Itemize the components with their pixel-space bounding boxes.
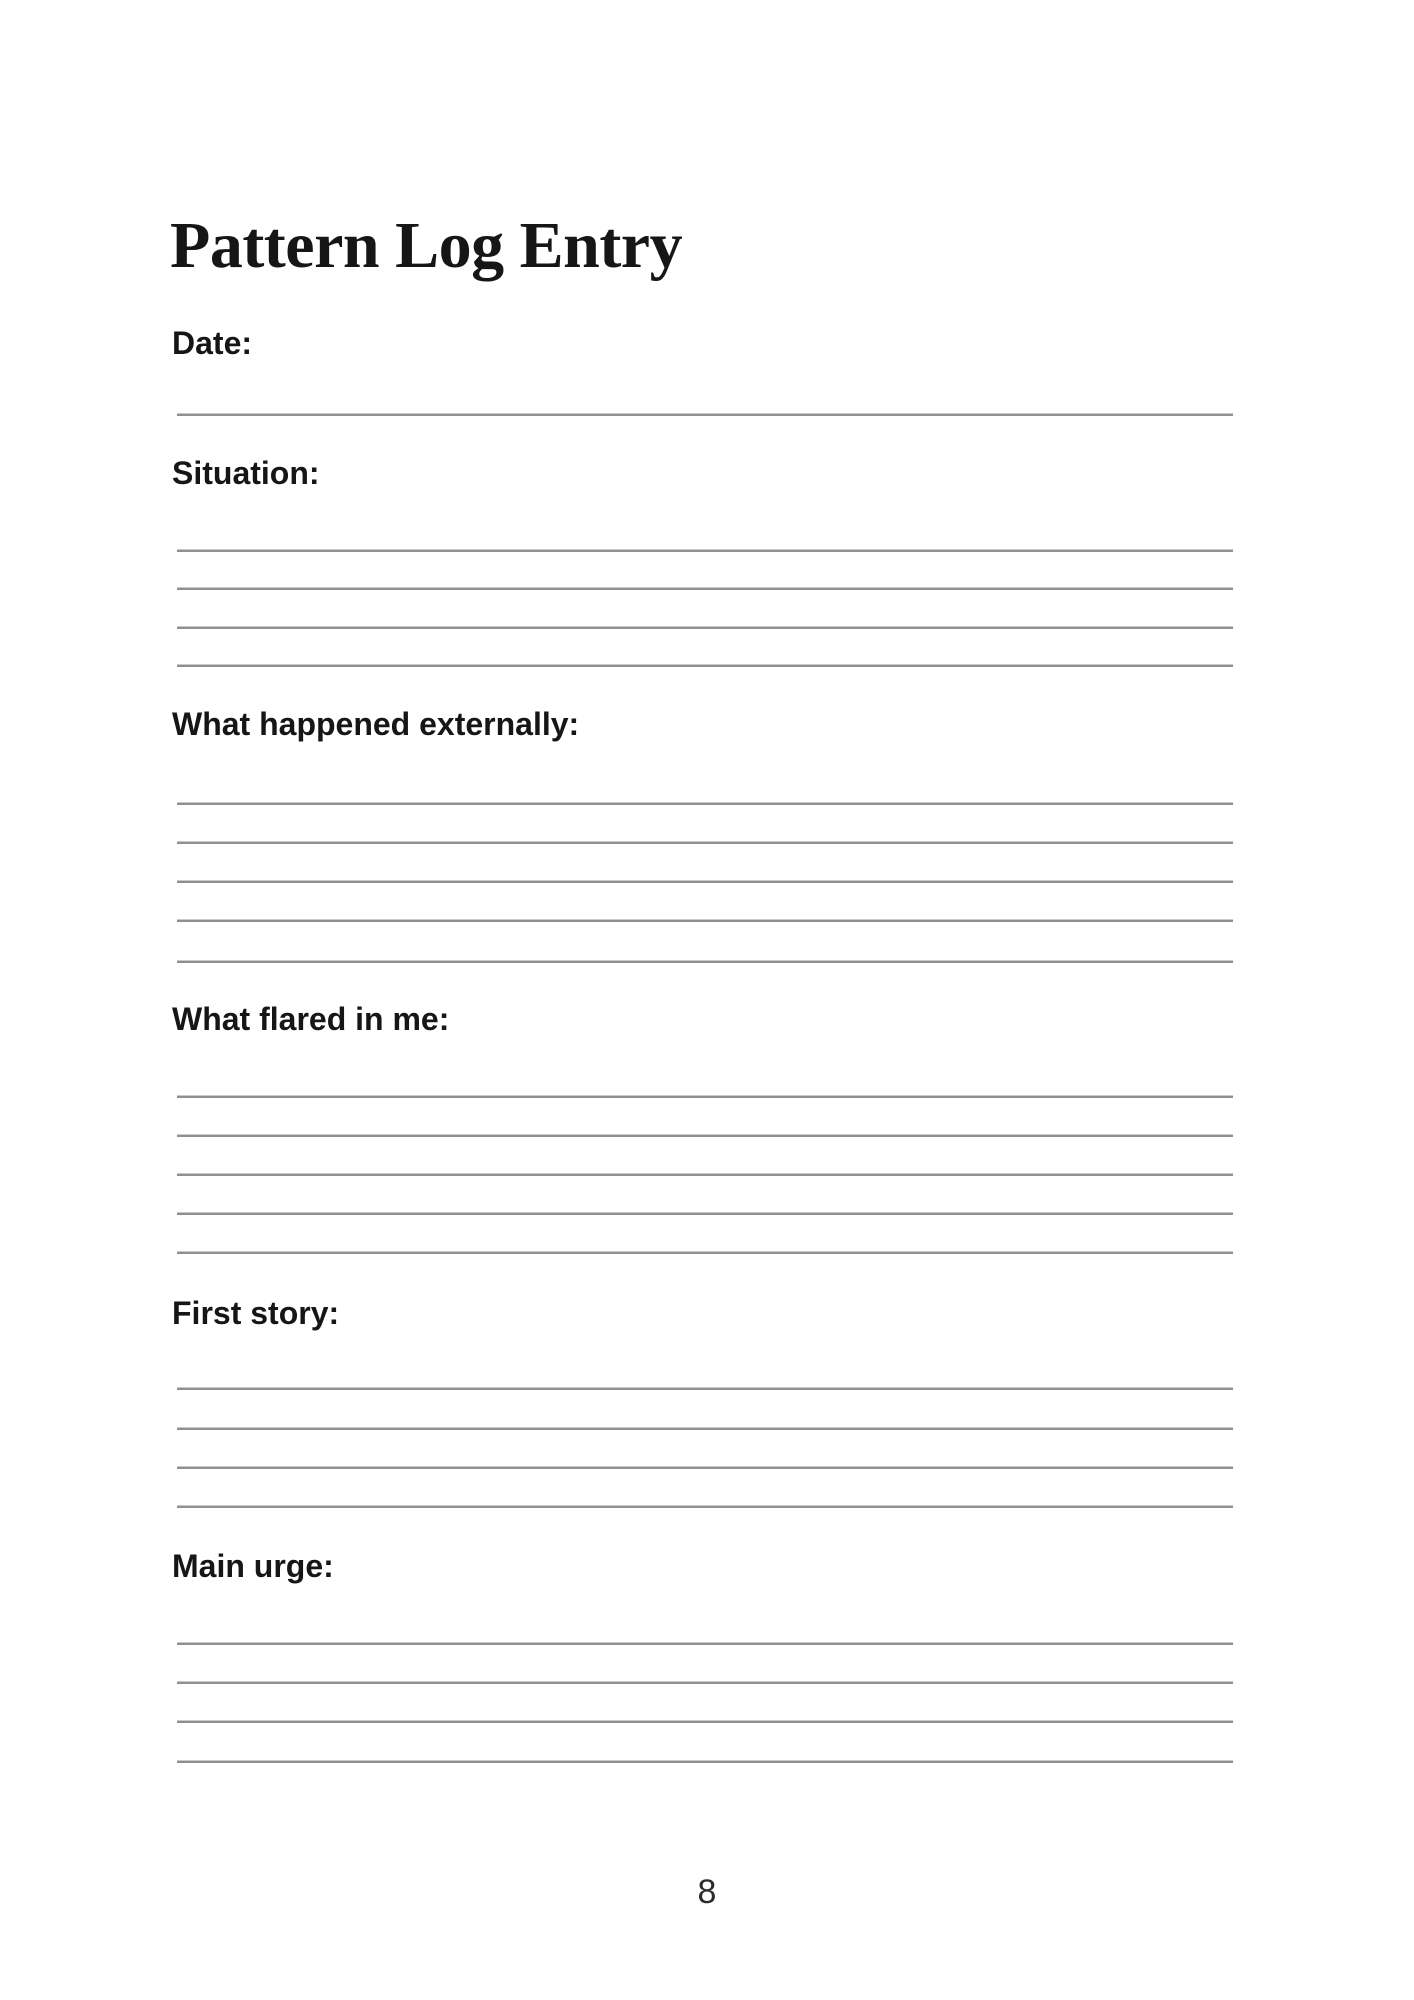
write-line bbox=[177, 880, 1233, 883]
write-line bbox=[177, 960, 1233, 963]
page-title: Pattern Log Entry bbox=[170, 209, 683, 282]
write-line bbox=[177, 919, 1233, 922]
write-line bbox=[177, 841, 1233, 844]
write-line bbox=[177, 413, 1233, 416]
write-line bbox=[177, 1427, 1233, 1430]
write-line bbox=[177, 549, 1233, 552]
write-line bbox=[177, 1681, 1233, 1684]
write-line bbox=[177, 802, 1233, 805]
field-label-first-story: First story: bbox=[172, 1295, 340, 1331]
write-line bbox=[177, 1173, 1233, 1176]
write-line bbox=[177, 1387, 1233, 1390]
field-label-situation: Situation: bbox=[172, 455, 320, 491]
write-line bbox=[177, 1134, 1233, 1137]
field-label-what-flared-in-me: What flared in me: bbox=[172, 1001, 450, 1037]
write-line bbox=[177, 587, 1233, 590]
field-label-main-urge: Main urge: bbox=[172, 1548, 334, 1584]
write-line bbox=[177, 1095, 1233, 1098]
write-line bbox=[177, 626, 1233, 629]
page-number: 8 bbox=[697, 1873, 717, 1911]
field-label-what-happened-externally: What happened externally: bbox=[172, 706, 580, 742]
write-line bbox=[177, 1642, 1233, 1645]
write-line bbox=[177, 1466, 1233, 1469]
write-line bbox=[177, 1720, 1233, 1723]
write-line bbox=[177, 1760, 1233, 1763]
write-line bbox=[177, 1251, 1233, 1254]
write-line bbox=[177, 1505, 1233, 1508]
field-label-date: Date: bbox=[172, 325, 253, 361]
write-line bbox=[177, 664, 1233, 667]
write-line bbox=[177, 1212, 1233, 1215]
